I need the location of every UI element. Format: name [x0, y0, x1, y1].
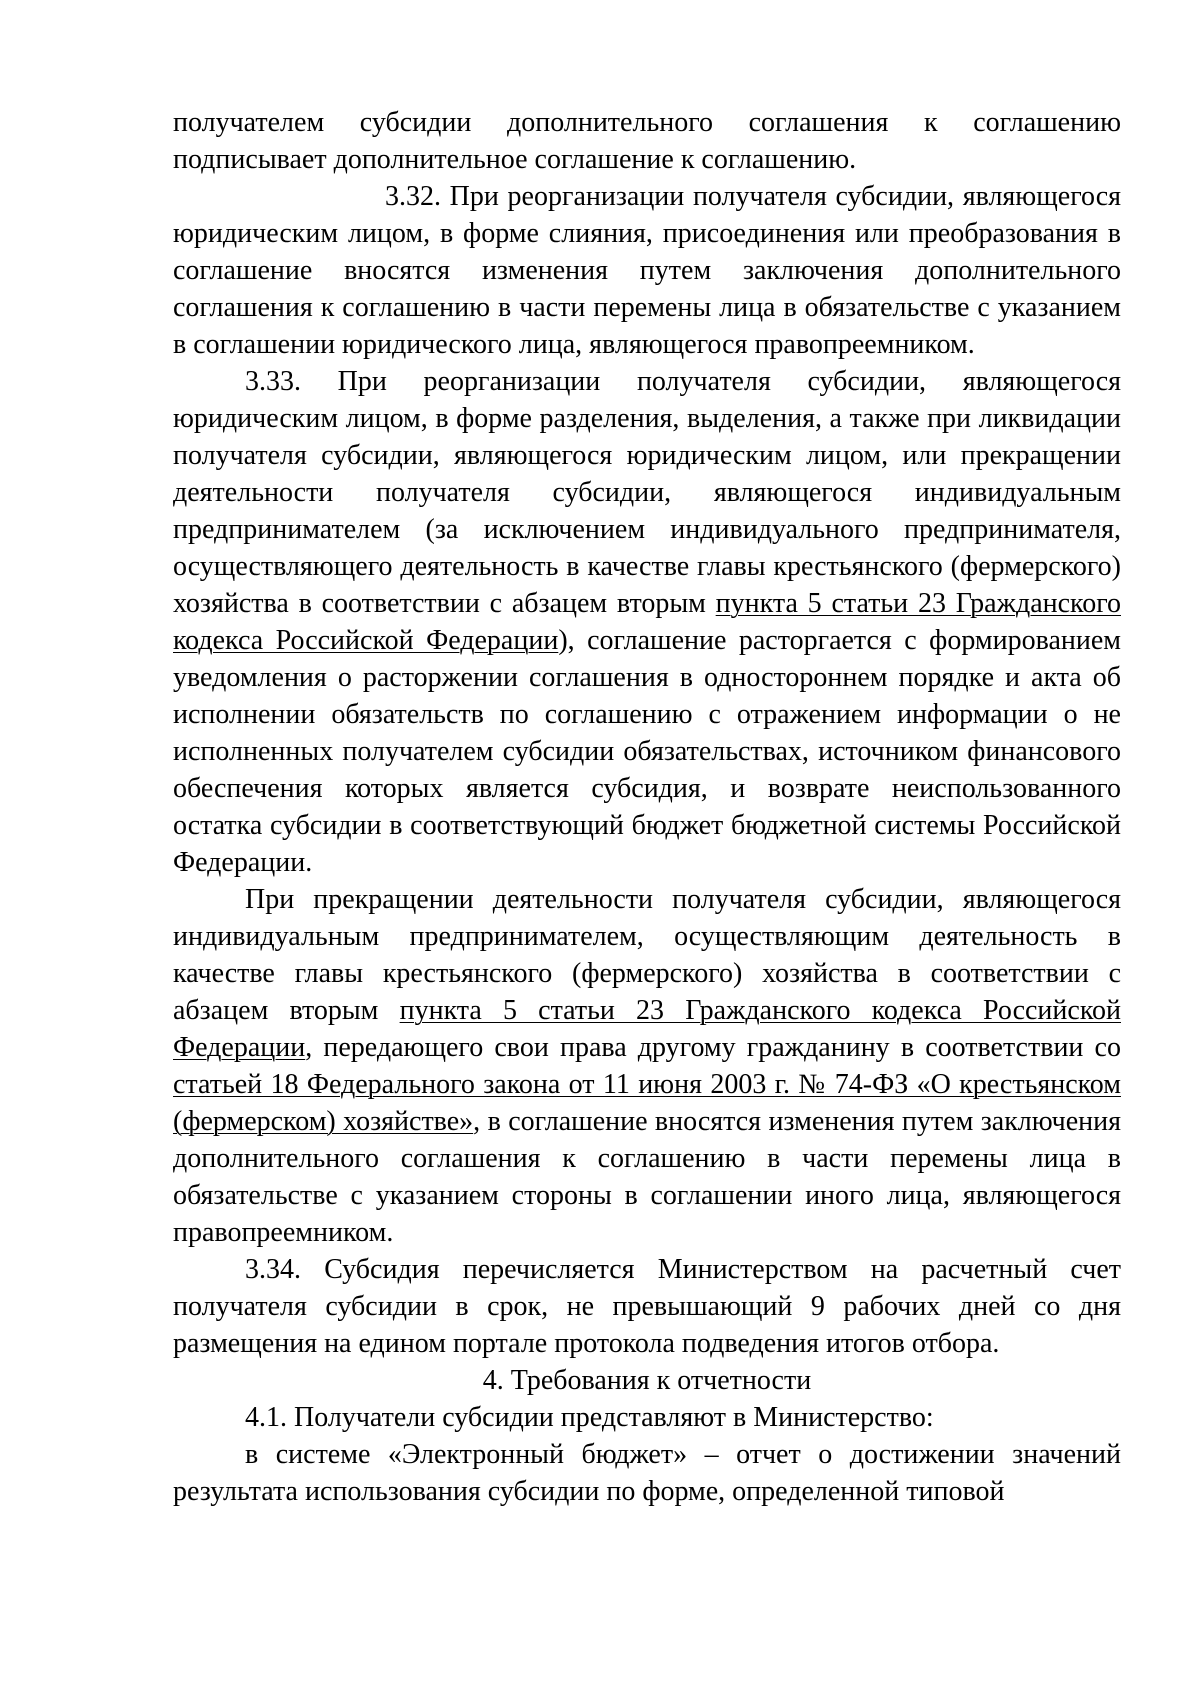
civil-code-article-23-link[interactable]: пункта 5 статьи 23 Гражданского кодекса Российской Федерации: [173, 588, 1121, 656]
paragraph-farm-text-middle: , передающего свои права другому гражданину в соответствии со: [305, 1032, 1121, 1063]
paragraph-3-32: 3.32. При реорганизации получателя субсидии, являющегося юридическим лицом, в форме слияния, присоединения или преобразования в соглашение вносятся изменения путем заключения дополнительного соглашения к соглашению в части перемены лица в обязательстве с указанием в соглашении юридического лица, являющегося правопреемником.: [173, 181, 1121, 360]
federal-law-74-fz-link[interactable]: статьей 18 Федерального закона от 11 июня 2003 г. № 74-ФЗ «О крестьянском (фермерском) хозяйстве»: [173, 1069, 1121, 1137]
paragraph-3-34: 3.34. Субсидия перечисляется Министерством на расчетный счет получателя субсидии в срок, не превышающий 9 рабочих дней со дня размещения на едином портале протокола подведения итогов отбора.: [173, 1254, 1121, 1359]
paragraph-3-33-text-end: ), соглашение расторгается с формированием уведомления о расторжении соглашения в одностороннем порядке и акта об исполнении обязательств по соглашению с отражением информации о не исполненных получателем субсидии обязательствах, источником финансового обеспечения которых является субсидия, и возврате неиспользованного остатка субсидии в соответствующий бюджет бюджетной системы Российской Федерации.: [173, 625, 1121, 878]
paragraph-farm-text-end: , в соглашение вносятся изменения путем заключения дополнительного соглашения к соглашению в части перемены лица в обязательстве с указанием стороны в соглашении иного лица, являющегося правопреемником.: [173, 1106, 1121, 1248]
paragraph-farm-text-start: При прекращении деятельности получателя субсидии, являющегося индивидуальным предпринимателем, осуществляющим деятельность в качестве главы крестьянского (фермерского) хозяйства в соответствии с абзацем вторым: [173, 884, 1121, 1026]
paragraph-electronic-budget: в системе «Электронный бюджет» – отчет о достижении значений результата использования субсидии по форме, определенной типовой: [173, 1439, 1121, 1507]
paragraph-4-1: 4.1. Получатели субсидии представляют в Министерство:: [245, 1402, 934, 1433]
document-page: [173, 104, 1121, 1510]
paragraph-3-33-text-start: 3.33. При реорганизации получателя субсидии, являющегося юридическим лицом, в форме разделения, выделения, а также при ликвидации получателя субсидии, являющегося юридическим лицом, или прекращении деятельности получателя субсидии, являющегося индивидуальным предпринимателем (за исключением индивидуального предпринимателя, осуществляющего деятельность в качестве главы крестьянского (фермерского) хозяйства в соответствии с абзацем вторым: [173, 366, 1121, 619]
paragraph-3-33: [173, 363, 1121, 881]
section-heading-4: 4. Требования к отчетности: [482, 1365, 812, 1396]
paragraph-farm-termination: [173, 881, 1121, 1251]
civil-code-article-23-link-2[interactable]: пункта 5 статьи 23 Гражданского кодекса Российской Федерации: [173, 995, 1121, 1063]
paragraph-continuation: получателем субсидии дополнительного соглашения к соглашению подписывает дополнительное соглашение к соглашению.: [173, 107, 1121, 175]
